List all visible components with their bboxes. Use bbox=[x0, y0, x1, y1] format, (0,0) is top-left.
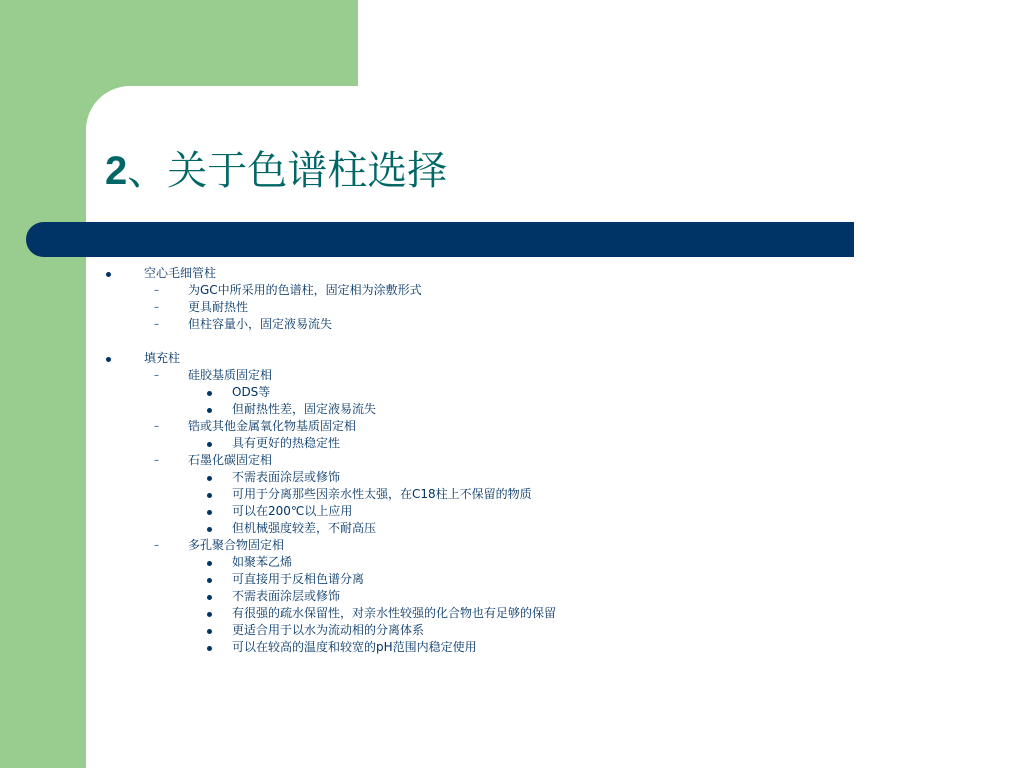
dash-marker-icon: – bbox=[154, 421, 159, 432]
bullet-dot-icon bbox=[207, 595, 212, 600]
bullet-dot-icon bbox=[207, 578, 212, 583]
outline-item-text: 可以在较高的温度和较宽的pH范围内稳定使用 bbox=[232, 640, 477, 654]
bullet-dot-icon bbox=[207, 510, 212, 515]
outline-item-level-2 bbox=[106, 282, 556, 299]
bullet-dot-icon bbox=[207, 391, 212, 396]
outline-item-level-2 bbox=[106, 367, 556, 384]
outline-item-text: 多孔聚合物固定相 bbox=[188, 538, 285, 552]
outline-spacer bbox=[106, 333, 556, 350]
outline-item-level-3 bbox=[106, 486, 556, 503]
outline-item-text: 有很强的疏水保留性，对亲水性较强的化合物也有足够的保留 bbox=[232, 606, 557, 620]
outline-item-text: ODS等 bbox=[232, 385, 271, 399]
dash-marker-icon: – bbox=[154, 540, 159, 551]
outline-item-level-3 bbox=[106, 554, 556, 571]
bullet-dot-icon bbox=[207, 493, 212, 498]
outline-item-text: 更具耐热性 bbox=[188, 300, 249, 314]
slide-outline bbox=[106, 265, 556, 656]
outline-item-level-2 bbox=[106, 537, 556, 554]
outline-item-level-2 bbox=[106, 452, 556, 469]
outline-item-level-3 bbox=[106, 469, 556, 486]
outline-item-level-3 bbox=[106, 435, 556, 452]
bullet-dot-icon bbox=[207, 612, 212, 617]
slide-title-text: 、关于色谱柱选择 bbox=[127, 148, 448, 194]
outline-item-text: 石墨化碳固定相 bbox=[188, 453, 273, 467]
outline-item-text: 具有更好的热稳定性 bbox=[232, 436, 341, 450]
outline-item-level-3 bbox=[106, 639, 556, 656]
dash-marker-icon: – bbox=[154, 319, 159, 330]
outline-item-text: 但耐热性差，固定液易流失 bbox=[232, 402, 377, 416]
outline-item-text: 更适合用于以水为流动相的分离体系 bbox=[232, 623, 425, 637]
outline-item-text: 空心毛细管柱 bbox=[144, 266, 217, 280]
outline-item-text: 填充柱 bbox=[144, 351, 181, 365]
dash-marker-icon: – bbox=[154, 285, 159, 296]
outline-item-level-3 bbox=[106, 503, 556, 520]
outline-item-level-2 bbox=[106, 299, 556, 316]
bullet-dot-icon bbox=[106, 357, 111, 362]
outline-item-text: 不需表面涂层或修饰 bbox=[232, 470, 341, 484]
outline-item-text: 锆或其他金属氧化物基质固定相 bbox=[188, 419, 357, 433]
outline-item-text: 如聚苯乙烯 bbox=[232, 555, 293, 569]
title-divider-bar bbox=[26, 222, 854, 257]
bullet-dot-icon bbox=[207, 629, 212, 634]
dash-marker-icon: – bbox=[154, 302, 159, 313]
outline-item-level-3 bbox=[106, 384, 556, 401]
bullet-dot-icon bbox=[207, 561, 212, 566]
bullet-dot-icon bbox=[207, 476, 212, 481]
bullet-dot-icon bbox=[207, 527, 212, 532]
outline-item-level-2 bbox=[106, 418, 556, 435]
slide-title bbox=[105, 139, 447, 203]
outline-item-level-3 bbox=[106, 520, 556, 537]
outline-item-text: 但机械强度较差，不耐高压 bbox=[232, 521, 377, 535]
outline-item-text: 可用于分离那些因亲水性太强，在C18柱上不保留的物质 bbox=[232, 487, 532, 501]
outline-item-text: 不需表面涂层或修饰 bbox=[232, 589, 341, 603]
outline-item-level-2 bbox=[106, 316, 556, 333]
outline-item-level-3 bbox=[106, 571, 556, 588]
outline-item-text: 但柱容量小，固定液易流失 bbox=[188, 317, 333, 331]
dash-marker-icon: – bbox=[154, 370, 159, 381]
outline-item-level-3 bbox=[106, 605, 556, 622]
outline-item-text: 为GC中所采用的色谱柱，固定相为涂敷形式 bbox=[188, 283, 422, 297]
bullet-dot-icon bbox=[207, 646, 212, 651]
outline-item-level-1 bbox=[106, 350, 556, 367]
slide-title-number: 2 bbox=[105, 149, 128, 193]
outline-item-text: 可直接用于反相色谱分离 bbox=[232, 572, 365, 586]
outline-item-level-3 bbox=[106, 622, 556, 639]
outline-item-level-3 bbox=[106, 401, 556, 418]
bullet-dot-icon bbox=[207, 442, 212, 447]
dash-marker-icon: – bbox=[154, 455, 159, 466]
outline-item-level-3 bbox=[106, 588, 556, 605]
bullet-dot-icon bbox=[207, 408, 212, 413]
outline-item-text: 可以在200℃以上应用 bbox=[232, 504, 353, 518]
bullet-dot-icon bbox=[106, 272, 111, 277]
outline-item-text: 硅胶基质固定相 bbox=[188, 368, 273, 382]
outline-item-level-1 bbox=[106, 265, 556, 282]
